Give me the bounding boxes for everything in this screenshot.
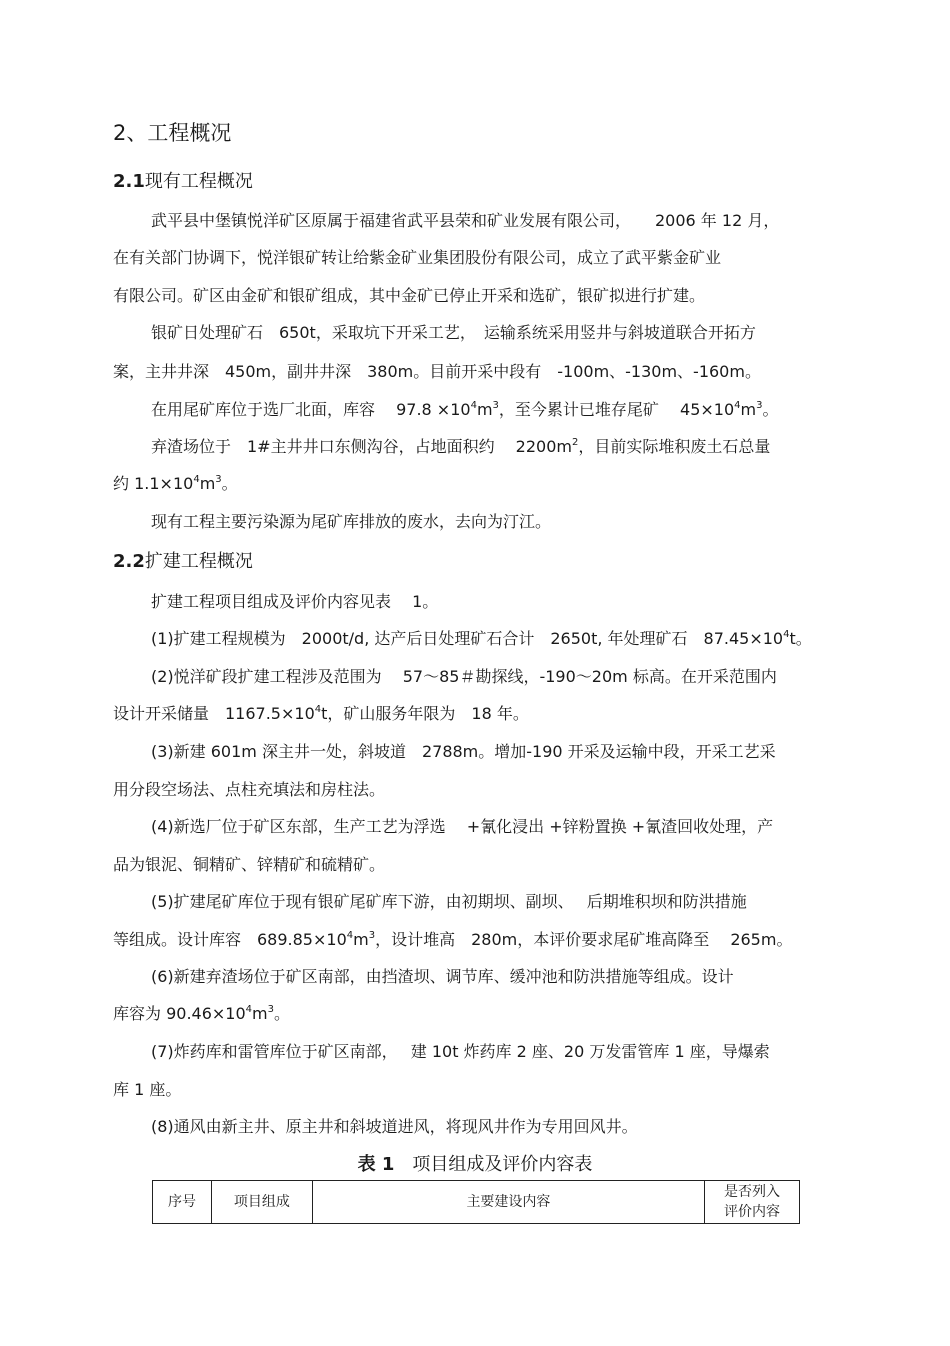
s22-item-3-line-1: (3)新建 601m 深主井一处，斜坡道 2788m。增加-190 开采及运输中段，开采工艺采 (151, 742, 776, 761)
s22-item-4-line-2: 品为银泥、铜精矿、锌精矿和硫精矿。 (113, 855, 386, 874)
s21-waste-line-1: 弃渣场位于 1#主井井口东侧沟谷，占地面积约 $2200m^2$，目前实际堆积废土石总量 (151, 437, 771, 456)
s22-item-4-line-1: (4)新选厂位于矿区东部，生产工艺为浮选 +氰化浸出 +锌粉置换 +氰渣回收处理，产 (151, 817, 774, 836)
s22-item-8: (8)通风由新主井、原主井和斜坡道进风，将现风井作为专用回风井。 (151, 1117, 638, 1136)
section-title: 2、工程概况 (113, 121, 232, 145)
s22-item-7-line-2: 库 1 座。 (113, 1080, 182, 1099)
s22-item-2-line-1: (2)悦洋矿段扩建工程涉及范围为 57～85＃勘探线，-190～20m 标高。在开采范围内 (151, 667, 777, 686)
s21-line-4: 银矿日处理矿石 650t，采取坑下开采工艺， 运输系统采用竖井与斜坡道联合开拓方 (151, 323, 756, 342)
header-seq: 序号 (153, 1181, 212, 1224)
s22-item-2-line-2: 设计开采储量 $1167.5\times 10^4t$，矿山服务年限为 18 年。 (113, 704, 529, 723)
header-assess: 是否列入 评价内容 (705, 1181, 800, 1224)
header-component: 项目组成 (211, 1181, 312, 1224)
table-header-row (153, 1181, 800, 1224)
s21-line-3: 有限公司。矿区由金矿和银矿组成，其中金矿已停止开采和选矿，银矿拟进行扩建。 (113, 286, 706, 305)
s22-item-5-line-1: (5)扩建尾矿库位于现有银矿尾矿库下游，由初期坝、副坝、 后期堆积坝和防洪措施 (151, 892, 747, 911)
s21-tailings-line: 在用尾矿库位于选厂北面，库容 $97.8 \times 10^4m^3$，至今累计已堆存尾矿 $45\times 10^4m^3$。 (151, 400, 779, 419)
s22-item-7-line-1: (7)炸药库和雷管库位于矿区南部， 建 10t 炸药库 2 座、20 万发雷管库 1 座，导爆索 (151, 1042, 770, 1061)
subsection-2-2-heading: 2.2扩建工程概况 (113, 551, 253, 572)
s21-line-1: 武平县中堡镇悦洋矿区原属于福建省武平县荣和矿业发展有限公司， 2006 年 12 月， (151, 211, 780, 230)
table-caption: 表 1 项目组成及评价内容表 (357, 1154, 593, 1175)
subsection-2-1-heading: 2.1现有工程概况 (113, 171, 253, 192)
s22-item-5-line-2: 等组成。设计库容 $689.85\times 10^4m^3$，设计堆高 280m，本评价要求尾矿堆高降至 265m。 (113, 930, 793, 949)
project-composition-table (152, 1180, 800, 1224)
s21-pollution-line: 现有工程主要污染源为尾矿库排放的废水，去向为汀江。 (151, 512, 552, 531)
s22-intro: 扩建工程项目组成及评价内容见表 1。 (151, 592, 439, 611)
s21-waste-line-2: 约 $1.1\times 10^4m^3$。 (113, 474, 238, 493)
s22-item-1: (1)扩建工程规模为 2000t/d, 达产后日处理矿石合计 2650t, 年处理矿石 $87.45\times 10^4t$。 (151, 629, 812, 648)
s22-item-3-line-2: 用分段空场法、点柱充填法和房柱法。 (113, 780, 386, 799)
s21-line-2: 在有关部门协调下，悦洋银矿转让给紫金矿业集团股份有限公司，成立了武平紫金矿业 (113, 248, 722, 267)
header-content: 主要建设内容 (312, 1181, 704, 1224)
s21-line-5: 案，主井井深 450m，副井井深 380m。目前开采中段有 -100m、-130m、-160m。 (113, 362, 761, 381)
s22-item-6-line-1: (6)新建弃渣场位于矿区南部，由挡渣坝、调节库、缓冲池和防洪措施等组成。设计 (151, 967, 734, 986)
s22-item-6-line-2: 库容为 $90.46\times 10^4m^3$。 (113, 1004, 291, 1023)
